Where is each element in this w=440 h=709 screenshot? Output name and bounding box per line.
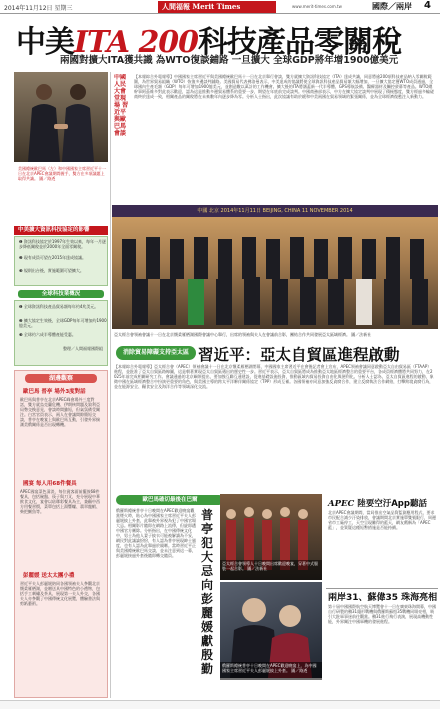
airshow-body: 第十屆中國國際航空航天博覽會十一日在廣東珠海開幕，中國自行研製的殲31隱形戰機與俄羅斯蘇愷35戰機同場亮相，吸引大批軍事迷前往觀賞。殲31進行飛行表演，展現高機動性能，外界關注中國軍機的發展進程。 [328,604,436,624]
section-name: 國際／兩岸 [372,2,412,11]
photo-banner: 中國 北京 2014年11月11日 BEIJING, CHINA 11 NOVEMBER 2014 [112,205,438,217]
lakeside-text3: 習近平夫人彭麗媛陪同各國領袖夫人參觀北京懷柔雁栖湖，並贈送具中國特色的小禮物，包括手工刺繡及茶具，展現第一夫人外交，各國夫人亦參觀了中國傳統文化展覽，體驗書法與剪紙藝術。 [20,581,100,606]
box1-item: ❸ 規則出台後，實施範圍可望擴大。 [19,268,84,273]
box1 [14,236,108,286]
headline-part1: 中美 [16,25,74,60]
gala-caption: 亞太經合會領導人十日晚間出席歡迎晚宴，穿著中式服裝一起合影。 圖／法新社 [220,560,322,580]
headline-part3: 科技產品零關稅 [198,25,402,60]
website: www.merit-times.com.tw [292,4,342,9]
box2-item: ❶ 全球資訊科技產品貿易額每年約4兆美元。 [19,304,99,309]
lakeside-text1: 歐巴馬與普亭在北京APEC峰會場外三度對話，雙方就烏克蘭危機、伊朗核問題及敘利亞局勢交換意見，會談時間雖短，但氣氛備受關注。白宮官員表示，兩人在會議間隙簡短交談，普亭在晚宴上與歐巴馬互動，引發外界揣測美俄關係是否出現轉機。 [20,397,100,427]
box2-item: ❷ 擴大協定生效後，全球GDP每年可增加約1900億美元。 [19,318,107,328]
apec-app-body: 北京APEC會議期間，當局推出空氣品質監測應用程式，要求市民配合減少汙染排放，會議期間北京實施單雙號限行，周邊省市工廠停工，天空呈現難得的藍天，網友戲稱為「APEC藍」，並質疑這種短暫措施是否能持續。 [328,510,436,530]
newspaper-brand: 人間福報 Merit Times [158,1,276,13]
subheadline: 兩國對擴大ITA獲共識 為WTO復談鋪路 一旦擴大 全球GDP將年增1900億美元 [60,55,399,66]
leaders-group-photo [112,217,438,329]
apec-app-headline [328,497,427,509]
masthead [0,0,440,14]
handshake-caption: 美國總統歐巴馬（左）和中國國家主席習近平十一日在北京APEC會議期間握手，雙方在多項議題上取得共識。 圖／路透 [18,166,106,181]
box1-title: 中美擴大資訊科技協定的影響 [14,226,108,235]
putin-vertical-headline: 普亭犯大忌 向彭麗媛獻殷勤 [200,508,213,676]
lakeside-sub3: 彭麗媛 送太太團小禮 [23,573,75,579]
box1-item: ❶ 資訊科技協定於1997年生效以來，每年一月逐步降低關稅並於2000年全面零關稅。 [19,239,107,249]
lakeside-sub2: 國宴 每人用68件餐具 [23,481,77,487]
leaders-group-icon [112,217,438,329]
lakeside-sub1: 歐巴馬 晉亭 場外3度對話 [23,389,86,395]
article-body-top: 【本報綜合外電報導】中國國家主席習近平與美國總統歐巴馬十一日在北京舉行會談，雙方就擴大資訊科技協定（ITA）達成共識，同意將逾200項科技產品納入零關稅範圍，為世界貿易組織（WTO）恢復多邊談判鋪路。美國貿易代表佛洛曼表示，中美達成的協議將使全球資訊科技產品貿易額大幅增加，一旦擴大協定獲WTO成員通過，全球國內生產毛額（GDP）每年可增加1900億美元，並創造數以萬計的工作機會。擴大後的ITA將涵蓋新一代半導體、GPS導航設備、醫療器材及觸控螢幕等產品。WTO總幹事阿茲維多對此表示歡迎，認為這是推動多邊貿易體系的重要一步，期望在年底前完成談判。中國商務部表示，中方在擴大協定談判中展現了積極態度，雙方經過多輪磋商終於達成一致，相關產品的關稅將在未來數年內逐步降為零。分析人士指出，此次協議有助於緩和中美兩國在貿易領域的緊張關係，並為全球經濟復甦注入新動力。 [134,74,434,99]
putin-story-label: 歐巴馬確切最後在巴爾 [116,495,224,505]
lakeside-box [14,370,108,698]
putin-caption: 俄羅斯總統普亭十日晚間在APEC歡迎晚宴上，為中國國家主席習近平夫人彭麗媛披上外套。 圖／路透 [220,662,322,680]
headline-part2: ITA 200 [74,25,199,60]
issue-date: 2014年11月12日 星期三 [4,5,73,12]
box2-item: ❸ 全球約六成半導體產能受惠。 [19,332,76,337]
box2-title: 全球科技業概況 [18,290,104,298]
apec-head-prefix: APEC [328,499,355,509]
box2-source: 整理／人間福報國際組 [63,346,103,351]
lakeside-text2: APEC國宴菜色清淡，每位賓客面前擺放68件餐具，包括碗盤、筷子與刀叉，充分展現中華飲食文化，宴會以琺瑯彩餐具為主，兼顧中西方用餐習慣，菜單包括上湯響螺、翡翠龍蝦、柴把鱖魚等。 [20,489,100,514]
page-number: 4 [424,0,431,11]
handshake-photo [14,72,108,162]
putin-story-body: 俄羅斯總統普亭十日晚間在APEC歡迎晚宴觀賞煙火時，貼心為中國國家主席習近平夫人彭麗媛披上外套，此舉被外界視為犯了中國官場大忌。相關影片隨即在網路上流傳，但旋即遭中國官方刪除。分析指出，在中國傳統文化中，男士為他人妻子披衣可能被解讀為不妥，網民對此議論紛紛，有人認為普亭展現紳士風度，也有人認為此舉過於親暱。當時習近平正與美國總統歐巴馬交談，並未注意到這一幕，彭麗媛接過外套後隨即轉交隨員。 [116,508,196,558]
handshake-figures-icon [14,72,108,162]
footer-strip [0,700,440,709]
apec-head-rest: 陸要空汙App聽話 [354,499,427,509]
story-label: 消除貿易障礙支持亞太區 [116,346,196,360]
kicker-text: 中國人民大會堂現場 習近平與歐巴馬會談 [114,74,129,137]
box1-item: ❷ 現有成員可望在2015年達成協議。 [19,255,87,260]
second-headline: 習近平：亞太自貿區進程啟動 [198,345,400,364]
story-divider [326,588,438,589]
group-photo-caption: 亞太經合會領袖會議十一日在北京懷柔雁栖湖國際會議中心舉行，出席的領袖與夫人在會議前合影，團結合作共同發展亞太區域經濟。 圖／法新社 [114,332,372,337]
lakeside-title: 湖邊觀察 [25,374,97,383]
column-rule [110,72,111,698]
article-body-mid: 【本報綜合外電報導】亞太經合會（APEC）領袖會議十一日在北京懷柔雁栖湖閉幕，中國國家主席習近平在會後記者會上宣布，APEC領袖會議同意啟動亞太自由貿易區（FTAAP）進程，並批准了亞太自貿區路線圖，這是朝著實現亞太自貿區邁出的歷史性一步。習近平表示，亞太自貿區將成為推動亞太地區經濟整合的重要平台，各成員經濟體將共同努力，在2025年前完成相關研究工作。會議通過的北京綱領提出，要加強互聯互通建設，促進基礎設施投資，推動區域內貿易投資自由化與便利化。分析人士認為，亞太自貿區進程的啟動，象徵中國在區域經濟整合中扮演更重要的角色，與美國主導的跨太平洋夥伴關係協定（TPP）形成互補。各國領袖亦同意加強反貪腐合作，建立反腐執法合作網絡，打擊跨境貪腐行為，並在能源安全、糧食安全及海洋合作等領域深化交流。 [114,364,434,389]
box2 [14,300,108,366]
airshow-headline: 兩岸31、蘇偉35 珠海亮相 [328,593,438,603]
